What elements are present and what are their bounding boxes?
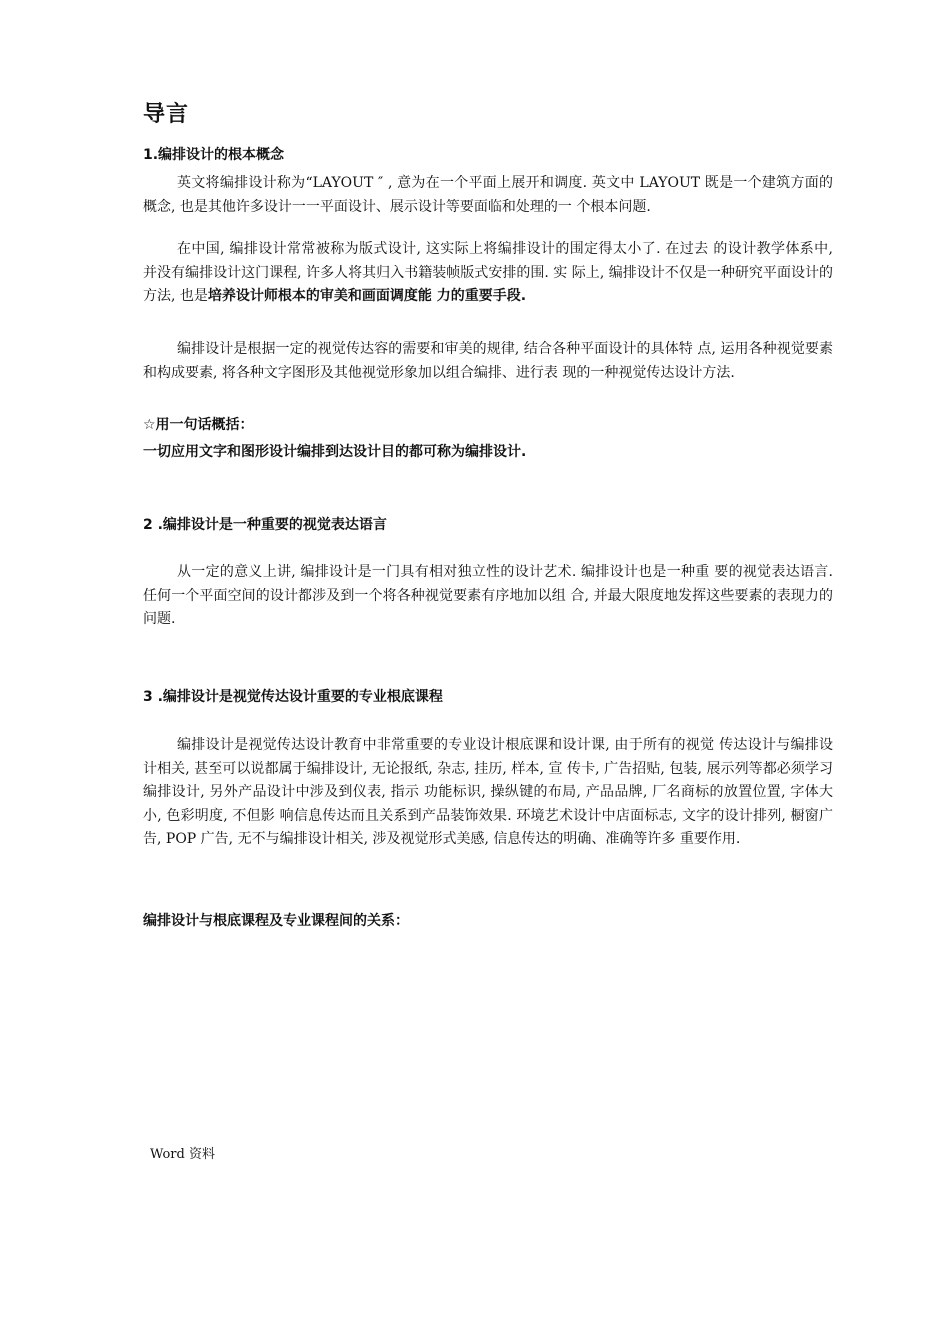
section-1-paragraph-1: 英文将编排设计称为“LAYOUT ″ , 意为在一个平面上展开和调度. 英文中 LAYOUT 既是一个建筑方面的概念, 也是其他许多设计一一平面设计、展示设计等要面临和处理的一 个根本问题. — [143, 175, 833, 215]
section-2-paragraph-1: 从一定的意义上讲, 编排设计是一门具有相对独立性的设计艺术. 编排设计也是一种重 要的视觉表达语言. 任何一个平面空间的设计都涉及到一个将各种视觉要素有序地加以组 合, 并最大限度地发挥这些要素的表现力的问题. — [143, 564, 833, 627]
section-1-paragraph-2-text: 在中国, 编排设计常常被称为版式设计, 这实际上将编排设计的围定得太小了. 在过去 的设计教学体系中, 并没有编排设计这门课程, 许多人将其归入书籍装帧版式安排的围. 实 际上, 编排设计不仅是一种研究平面设计的方法, 也是 — [143, 241, 833, 304]
section-1-paragraph-2-emphasis: 培养设计师根本的审美和画面调度能 力的重要手段. — [207, 288, 527, 304]
page-footer: Word 资料 — [150, 1147, 215, 1162]
page-title: 导言 — [143, 102, 190, 127]
relation-heading: 编排设计与根底课程及专业课程间的关系： — [143, 913, 409, 929]
section-3-heading: 3 .编排设计是视觉传达设计重要的专业根底课程 — [143, 689, 443, 705]
summary-text: 一切应用文字和图形设计编排到达设计目的都可称为编排设计. — [143, 444, 527, 460]
section-1-paragraph-3: 编排设计是根据一定的视觉传达容的需要和审美的规律, 结合各种平面设计的具体特 点, 运用各种视觉要素和构成要素, 将各种文字图形及其他视觉形象加以组合编排、进行表 现的一种视觉传达设计方法. — [143, 341, 833, 381]
section-2-heading: 2 .编排设计是一种重要的视觉表达语言 — [143, 517, 387, 533]
section-1-paragraph-2 — [143, 238, 833, 309]
section-3-paragraph-1: 编排设计是视觉传达设计教育中非常重要的专业设计根底课和设计课, 由于所有的视觉 传达设计与编排设计相关, 甚至可以说都属于编排设计, 无论报纸, 杂志, 挂历, 样本, 宣 传卡, 广告招贴, 包装, 展示列等都必须学习编排设计, 另外产品设计中涉及到仪表, 指示 功能标识, 操纵键的布局, 产品品牌, 厂名商标的放置位置, 字体大小, 色彩明度, 不但影 响信息传达而且关系到产品装饰效果. 环境艺术设计中店面标志, 文字的设计排列, 橱窗广 告, POP 广告, 无不与编排设计相关, 涉及视觉形式美感, 信息传达的明确、准确等许多 重要作用. — [143, 737, 833, 847]
section-1-heading: 1.编排设计的根本概念 — [143, 147, 285, 163]
summary-label: ☆用一句话概括： — [143, 417, 254, 433]
